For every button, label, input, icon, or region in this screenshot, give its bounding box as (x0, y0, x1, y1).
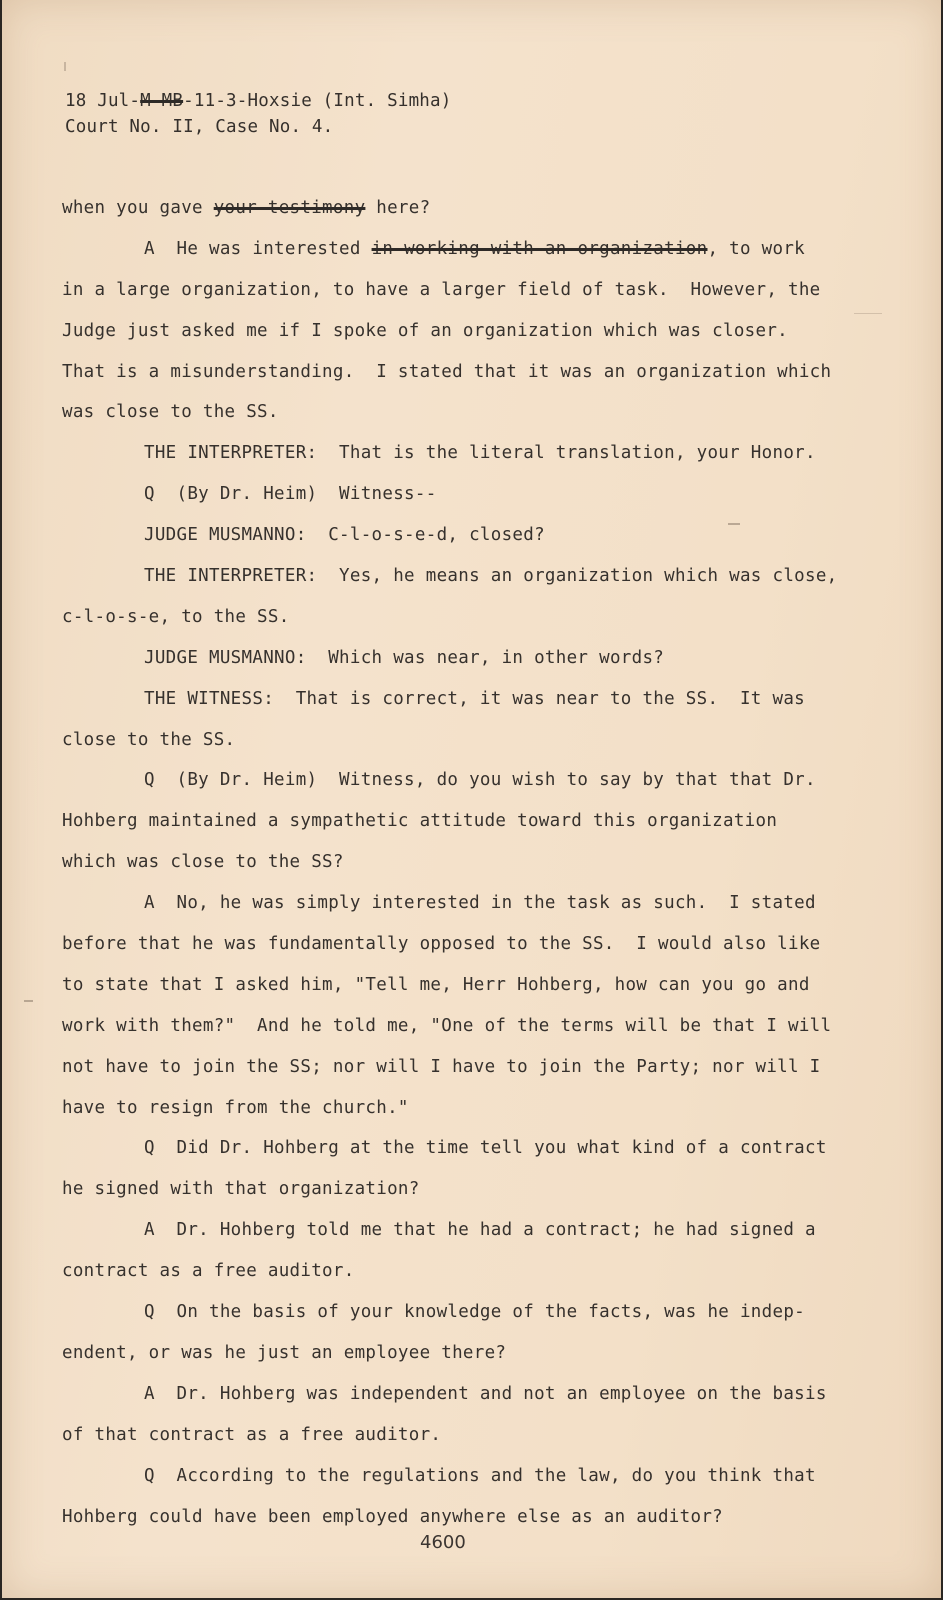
transcript-line (62, 760, 816, 801)
transcript-line (62, 1333, 802, 1374)
transcript-line (62, 474, 802, 515)
transcript-line (62, 1374, 827, 1415)
line-text: Q (By Dr. Heim) Witness-- (144, 484, 437, 505)
line-text: here? (365, 198, 431, 218)
transcript-line (62, 352, 832, 393)
line-text: Hohberg could have been employed anywhere else as an auditor? (62, 1506, 723, 1527)
transcript-line (62, 1088, 802, 1129)
transcript-line (62, 1006, 832, 1047)
transcript-line (62, 1169, 802, 1210)
transcript-line (62, 1128, 827, 1169)
line-text: THE WITNESS: That is correct, it was near to the SS. It was (144, 688, 805, 709)
transcript-line (62, 229, 806, 270)
paper-speck (64, 62, 66, 71)
line-text: JUDGE MUSMANNO: C-l-o-s-e-d, closed? (144, 525, 545, 546)
transcript-line (62, 1456, 816, 1497)
line-text: That is a misunderstanding. I stated that it was an organization which (62, 361, 832, 382)
line-text: to state that I asked him, "Tell me, Herr Hohberg, how can you go and (62, 974, 810, 995)
transcript-line (62, 842, 802, 883)
line-text: c-l-o-s-e, to the SS. (62, 606, 290, 627)
line-text: Q (By Dr. Heim) Witness, do you wish to say by that that Dr. (144, 770, 816, 791)
transcript-line (62, 188, 802, 229)
transcript-body (62, 188, 838, 1537)
line-text: endent, or was he just an employee there? (62, 1342, 507, 1363)
line-text: A He was interested (144, 238, 372, 259)
line-text: THE INTERPRETER: That is the literal translation, your Honor. (144, 443, 816, 464)
line-text: A No, he was simply interested in the task as such. I stated (144, 893, 816, 914)
document-page (2, 0, 941, 1598)
paper-speck (854, 313, 882, 314)
paper-speck (728, 523, 740, 525)
page-number: 4600 (420, 1532, 466, 1553)
transcript-line (62, 965, 810, 1006)
transcript-line (62, 392, 802, 433)
transcript-line (62, 311, 802, 352)
line-text: when you gave (62, 198, 214, 218)
line-text: , to work (707, 238, 806, 259)
line-text: Judge just asked me if I spoke of an organization which was closer. (62, 320, 789, 341)
line-text: work with them?" And he told me, "One of the terms will be that I will (62, 1015, 832, 1036)
transcript-line (62, 883, 816, 924)
transcript-line (62, 1292, 805, 1333)
header-prefix: 18 Jul- (65, 91, 141, 111)
line-text: he signed with that organization? (62, 1179, 420, 1200)
transcript-line (62, 556, 838, 597)
line-text: Q Did Dr. Hohberg at the time tell you what kind of a contract (144, 1138, 827, 1159)
line-text: A Dr. Hohberg told me that he had a contract; he had signed a (144, 1220, 816, 1241)
paper-speck (24, 1000, 33, 1002)
line-text: JUDGE MUSMANNO: Which was near, in other words? (144, 647, 665, 668)
header-line-2: Court No. II, Case No. 4. (65, 117, 334, 137)
transcript-line (62, 679, 805, 720)
line-text: Q According to the regulations and the law, do you think that (144, 1465, 816, 1486)
struck-text: in working with an organization (371, 238, 708, 259)
line-text: Hohberg maintained a sympathetic attitude toward this organization (62, 811, 778, 832)
line-text: close to the SS. (62, 729, 236, 750)
document-header (65, 88, 452, 140)
transcript-line (62, 801, 802, 842)
transcript-line (62, 1210, 816, 1251)
line-text: before that he was fundamentally opposed to the SS. I would also like (62, 934, 821, 955)
line-text: contract as a free auditor. (62, 1261, 355, 1282)
transcript-line (62, 270, 821, 311)
line-text: was close to the SS. (62, 402, 279, 423)
transcript-line (62, 515, 802, 556)
struck-text: your testimony (213, 198, 366, 218)
line-text: in a large organization, to have a larger field of task. However, the (62, 279, 821, 300)
line-text: THE INTERPRETER: Yes, he means an organization which was close, (144, 566, 838, 587)
header-suffix: -11-3-Hoxsie (Int. Simha) (183, 91, 452, 111)
header-struck-text: M-MB (140, 91, 184, 111)
header-line-1 (65, 88, 452, 114)
transcript-line (62, 720, 802, 761)
transcript-line (62, 1251, 802, 1292)
transcript-line (62, 924, 821, 965)
line-text: Q On the basis of your knowledge of the facts, was he indep- (144, 1302, 805, 1323)
transcript-line (62, 1047, 821, 1088)
line-text: not have to join the SS; nor will I have to join the Party; nor will I (62, 1056, 821, 1077)
transcript-line (62, 638, 802, 679)
line-text: of that contract as a free auditor. (62, 1424, 442, 1445)
line-text: A Dr. Hohberg was independent and not an employee on the basis (144, 1383, 827, 1404)
line-text: have to resign from the church." (62, 1097, 409, 1118)
line-text: which was close to the SS? (62, 852, 344, 873)
transcript-line (62, 433, 816, 474)
transcript-line (62, 1415, 802, 1456)
transcript-line (62, 597, 802, 638)
